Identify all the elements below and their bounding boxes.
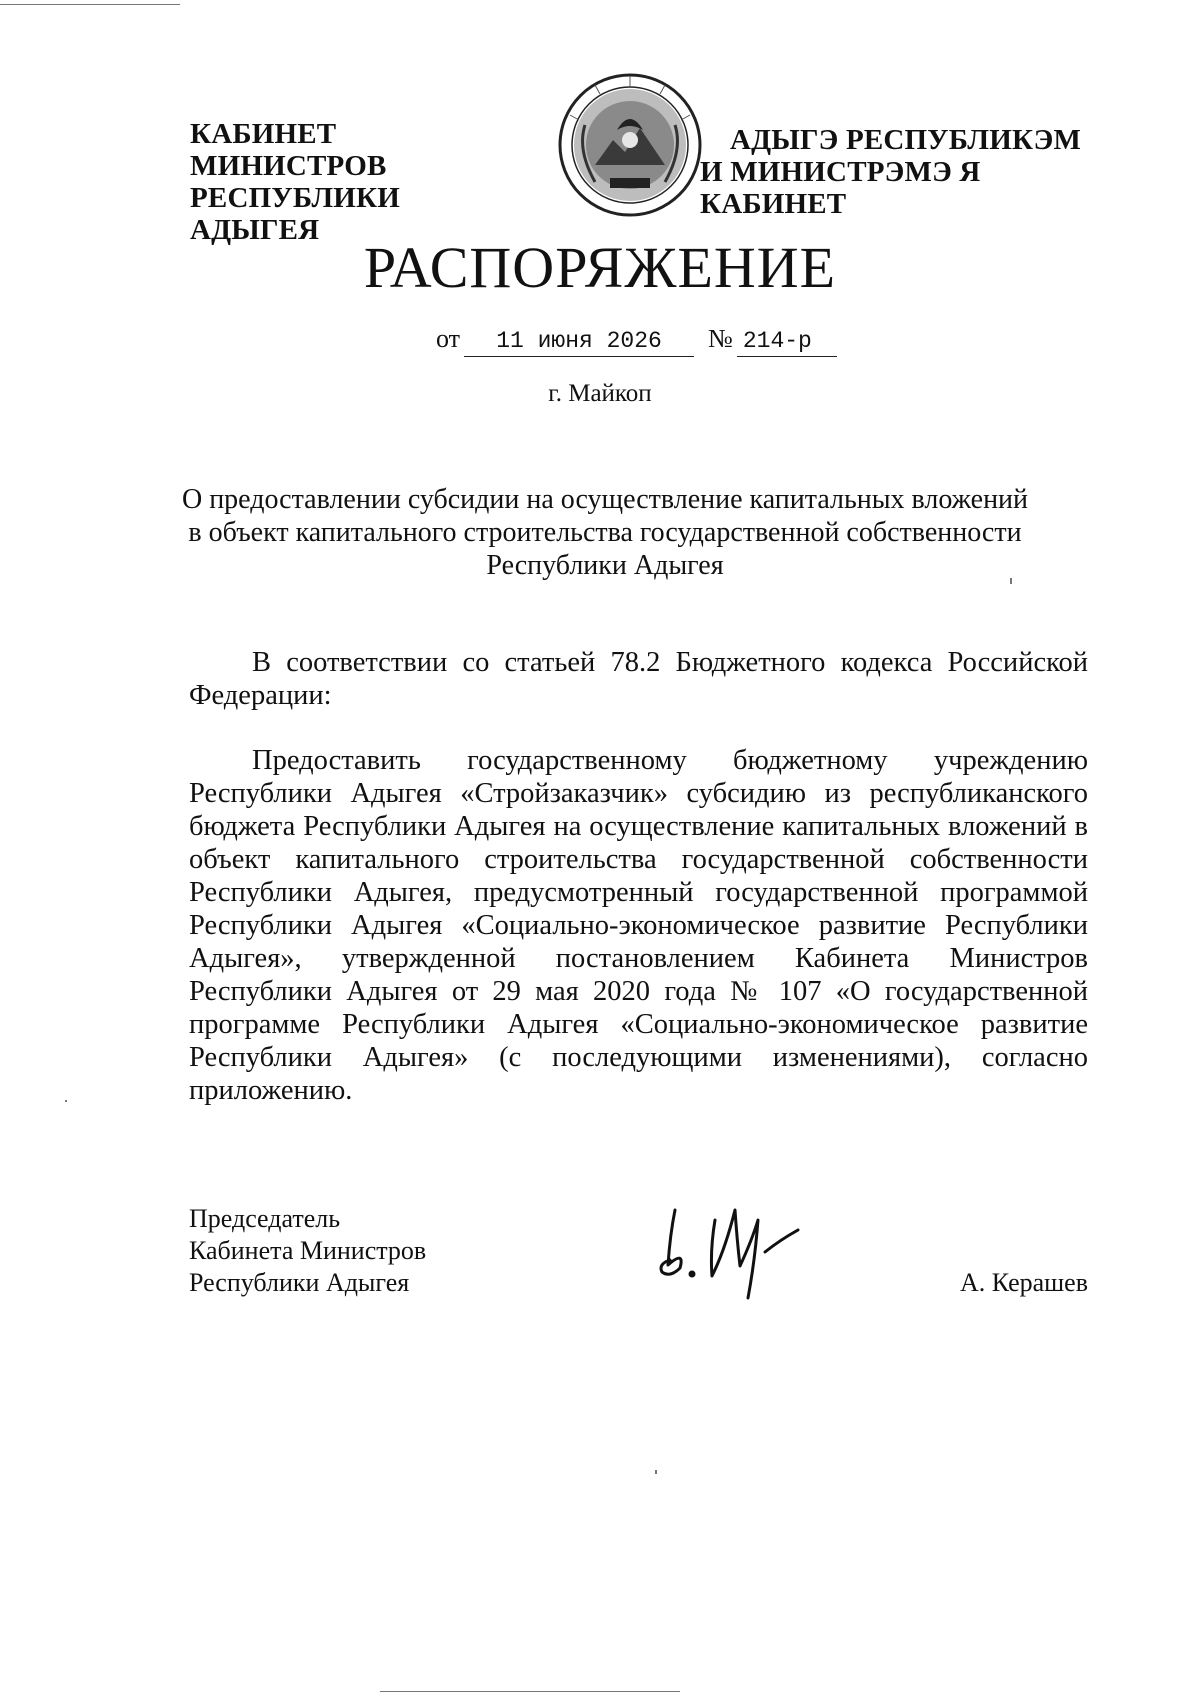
date-label: от: [436, 324, 461, 353]
scan-artifact: [0, 4, 180, 5]
decision-paragraph: Предоставить государственному бюджетному учреждению Республики Адыгея «Стройзаказчик» субсидию из республиканского бюджета Республики Адыгея на осуществление капитальных вложений в объект капитального строительства государственной собственности Республики Адыгея, предусмотренный государственной программой Республики Адыгея «Социально-экономическое развитие Республики Адыгея», утвержденной постановлением Кабинета Министров Республики Адыгея от 29 мая 2020 года № 107 «О государственной программе Республики Адыгея «Социально-экономическое развитие Республики Адыгея» (с последующими изменениями), согласно приложению.: [189, 745, 1088, 1106]
document-title: РАСПОРЯЖЕНИЕ: [363, 235, 837, 300]
issuer-adyghe: [700, 124, 1100, 220]
date-number-row: [436, 324, 837, 357]
subject-line-3: Республики Адыгея: [486, 550, 724, 581]
date-value: 11 июня 2026: [464, 326, 694, 357]
signatory-position: [189, 1203, 426, 1299]
position-line-2: Кабинета Министров: [189, 1236, 427, 1265]
issuer-adyghe-line-1: АДЫГЭ РЕСПУБЛИКЭМ: [730, 124, 1082, 156]
subject-line-1: О предоставлении субсидии на осуществление капитальных вложений: [181, 484, 1029, 515]
number-value: 214-р: [737, 326, 837, 357]
number-label: №: [708, 324, 733, 353]
handwritten-signature: [640, 1180, 840, 1300]
scan-artifact: [1010, 578, 1012, 584]
issuer-russian: [190, 118, 520, 246]
scan-artifact: [65, 1100, 67, 1102]
position-line-1: Председатель: [189, 1204, 341, 1233]
subject-line-2: в объект капитального строительства государственной собственности: [188, 517, 1022, 548]
document-subject: [150, 483, 1060, 582]
scan-artifact: [380, 1691, 680, 1692]
city: г. Майкоп: [548, 380, 652, 407]
signatory-name: А. Керашев: [959, 1268, 1088, 1297]
scan-artifact: [655, 1470, 657, 1474]
issuer-russian-line-2: РЕСПУБЛИКИ АДЫГЕЯ: [190, 182, 401, 246]
issuer-adyghe-line-2: И МИНИСТРЭМЭ Я КАБИНЕТ: [700, 156, 981, 220]
legal-basis-paragraph: В соответствии со статьей 78.2 Бюджетного кодекса Российской Федерации:: [189, 647, 1088, 711]
coat-of-arms-icon: [555, 70, 705, 220]
issuer-russian-line-1: КАБИНЕТ МИНИСТРОВ: [190, 118, 387, 182]
position-line-3: Республики Адыгея: [189, 1268, 410, 1297]
